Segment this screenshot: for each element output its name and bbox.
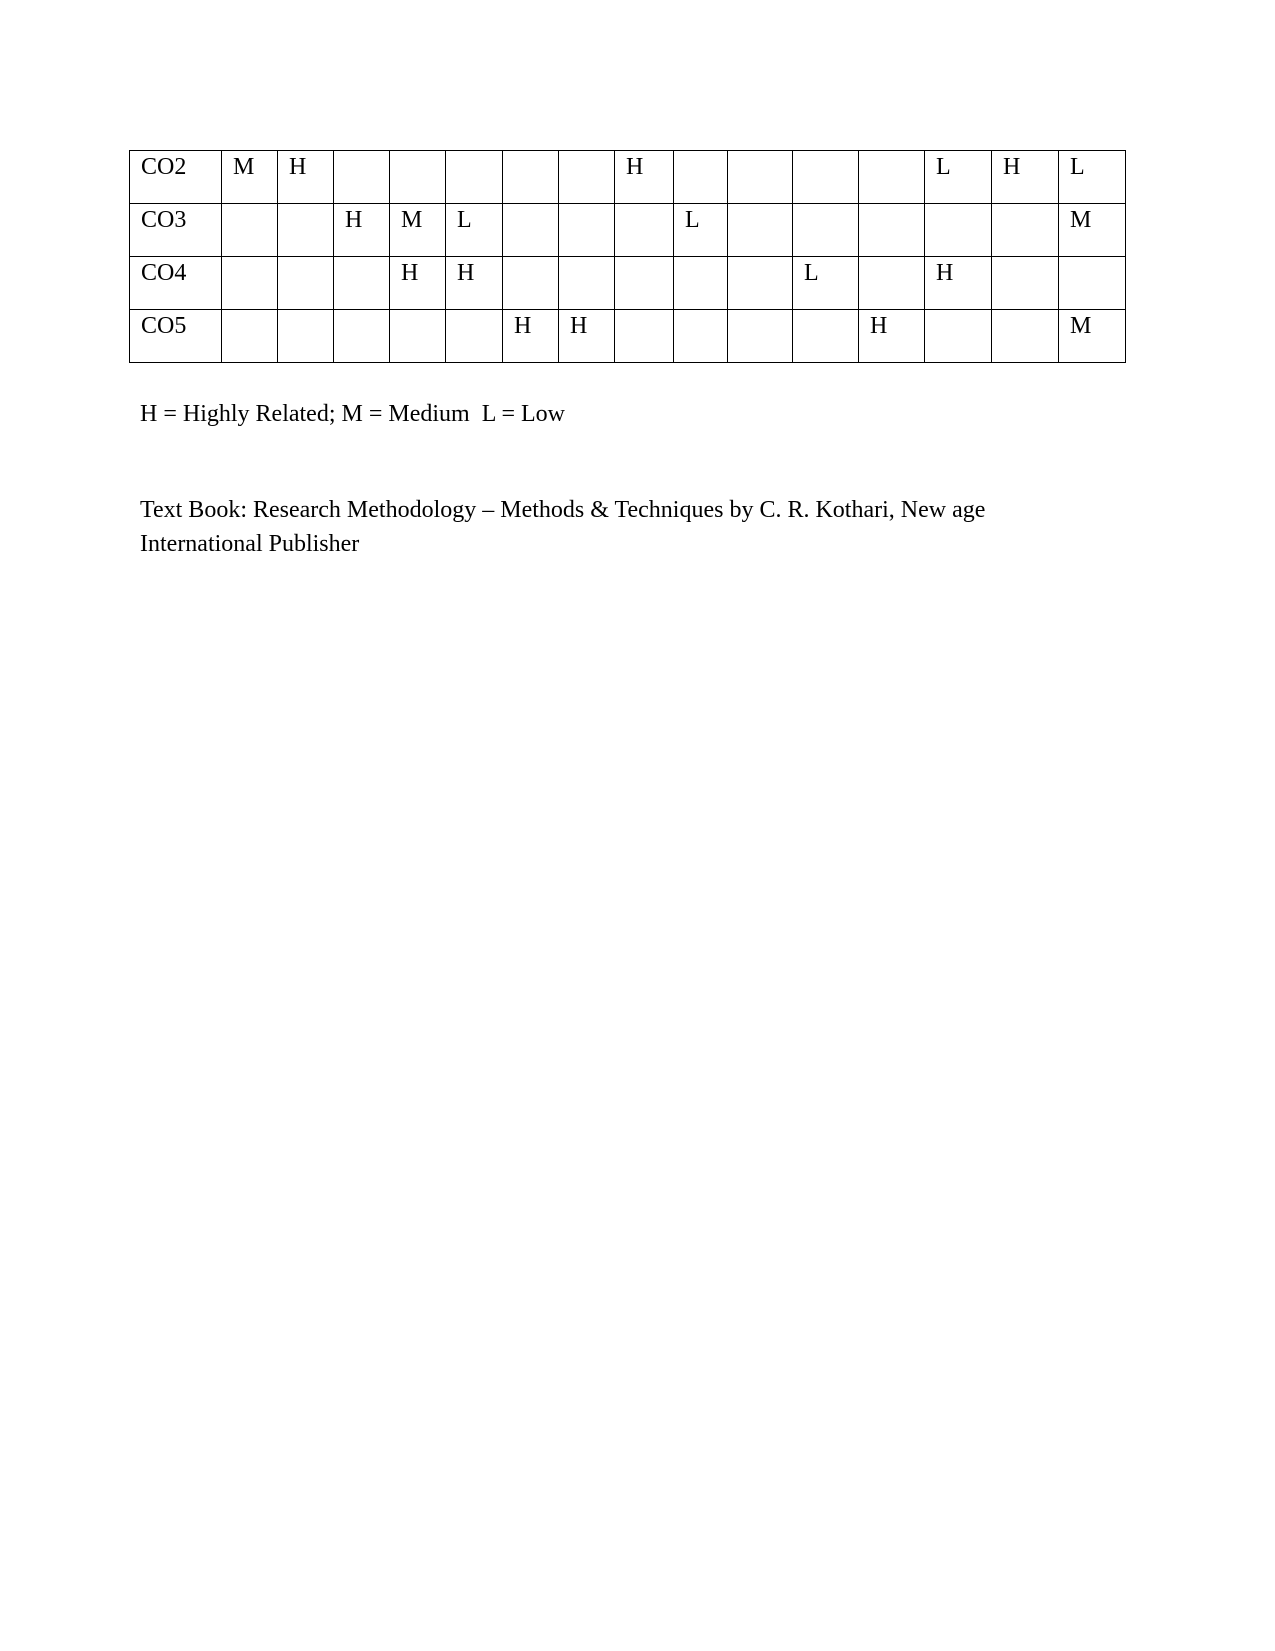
mapping-cell [559,151,615,204]
legend-text: H = Highly Related; M = Medium L = Low [140,401,566,427]
mapping-cell [728,310,793,363]
mapping-cell [222,310,278,363]
mapping-cell: L [446,204,503,257]
mapping-cell [728,204,793,257]
mapping-cell [503,204,559,257]
mapping-cell [334,151,390,204]
mapping-cell: M [1059,310,1126,363]
mapping-cell [793,310,859,363]
mapping-cell: M [1059,204,1126,257]
mapping-cell [446,310,503,363]
mapping-cell [992,257,1059,310]
mapping-cell [278,310,334,363]
mapping-cell: H [446,257,503,310]
course-outcome-cell: CO4 [130,257,222,310]
mapping-cell [615,204,674,257]
mapping-cell [674,310,728,363]
table-row [130,204,1126,257]
mapping-cell [674,257,728,310]
course-outcome-cell: CO5 [130,310,222,363]
mapping-cell: H [559,310,615,363]
co-po-mapping-table [129,150,1126,363]
mapping-cell: H [390,257,446,310]
mapping-cell [859,257,925,310]
course-outcome-cell: CO3 [130,204,222,257]
mapping-cell: H [925,257,992,310]
mapping-cell [859,204,925,257]
mapping-cell [992,204,1059,257]
mapping-cell [390,310,446,363]
mapping-cell [674,151,728,204]
textbook-reference: Text Book: Research Methodology – Methods & Techniques by C. R. Kothari, New age International Publisher [140,497,986,557]
mapping-cell [503,257,559,310]
mapping-cell [992,310,1059,363]
mapping-cell: L [1059,151,1126,204]
table-row [130,257,1126,310]
mapping-cell [334,310,390,363]
mapping-cell: H [859,310,925,363]
mapping-cell [615,257,674,310]
mapping-cell [390,151,446,204]
mapping-cell: L [925,151,992,204]
mapping-cell [278,257,334,310]
mapping-cell [728,151,793,204]
mapping-cell [925,310,992,363]
table-row [130,151,1126,204]
mapping-cell: H [334,204,390,257]
mapping-cell [793,151,859,204]
mapping-cell [559,204,615,257]
mapping-cell [615,310,674,363]
mapping-cell: M [390,204,446,257]
mapping-cell: L [674,204,728,257]
mapping-cell [925,204,992,257]
mapping-cell [793,204,859,257]
mapping-cell [222,204,278,257]
mapping-cell: H [278,151,334,204]
mapping-cell [859,151,925,204]
mapping-cell: H [503,310,559,363]
mapping-cell: H [615,151,674,204]
table-row [130,310,1126,363]
mapping-cell [1059,257,1126,310]
mapping-cell [559,257,615,310]
mapping-cell [334,257,390,310]
mapping-cell [728,257,793,310]
mapping-cell [222,257,278,310]
mapping-cell [503,151,559,204]
mapping-cell [446,151,503,204]
mapping-cell [278,204,334,257]
mapping-table-body [130,151,1126,363]
mapping-cell: L [793,257,859,310]
mapping-cell: M [222,151,278,204]
mapping-cell: H [992,151,1059,204]
course-outcome-cell: CO2 [130,151,222,204]
